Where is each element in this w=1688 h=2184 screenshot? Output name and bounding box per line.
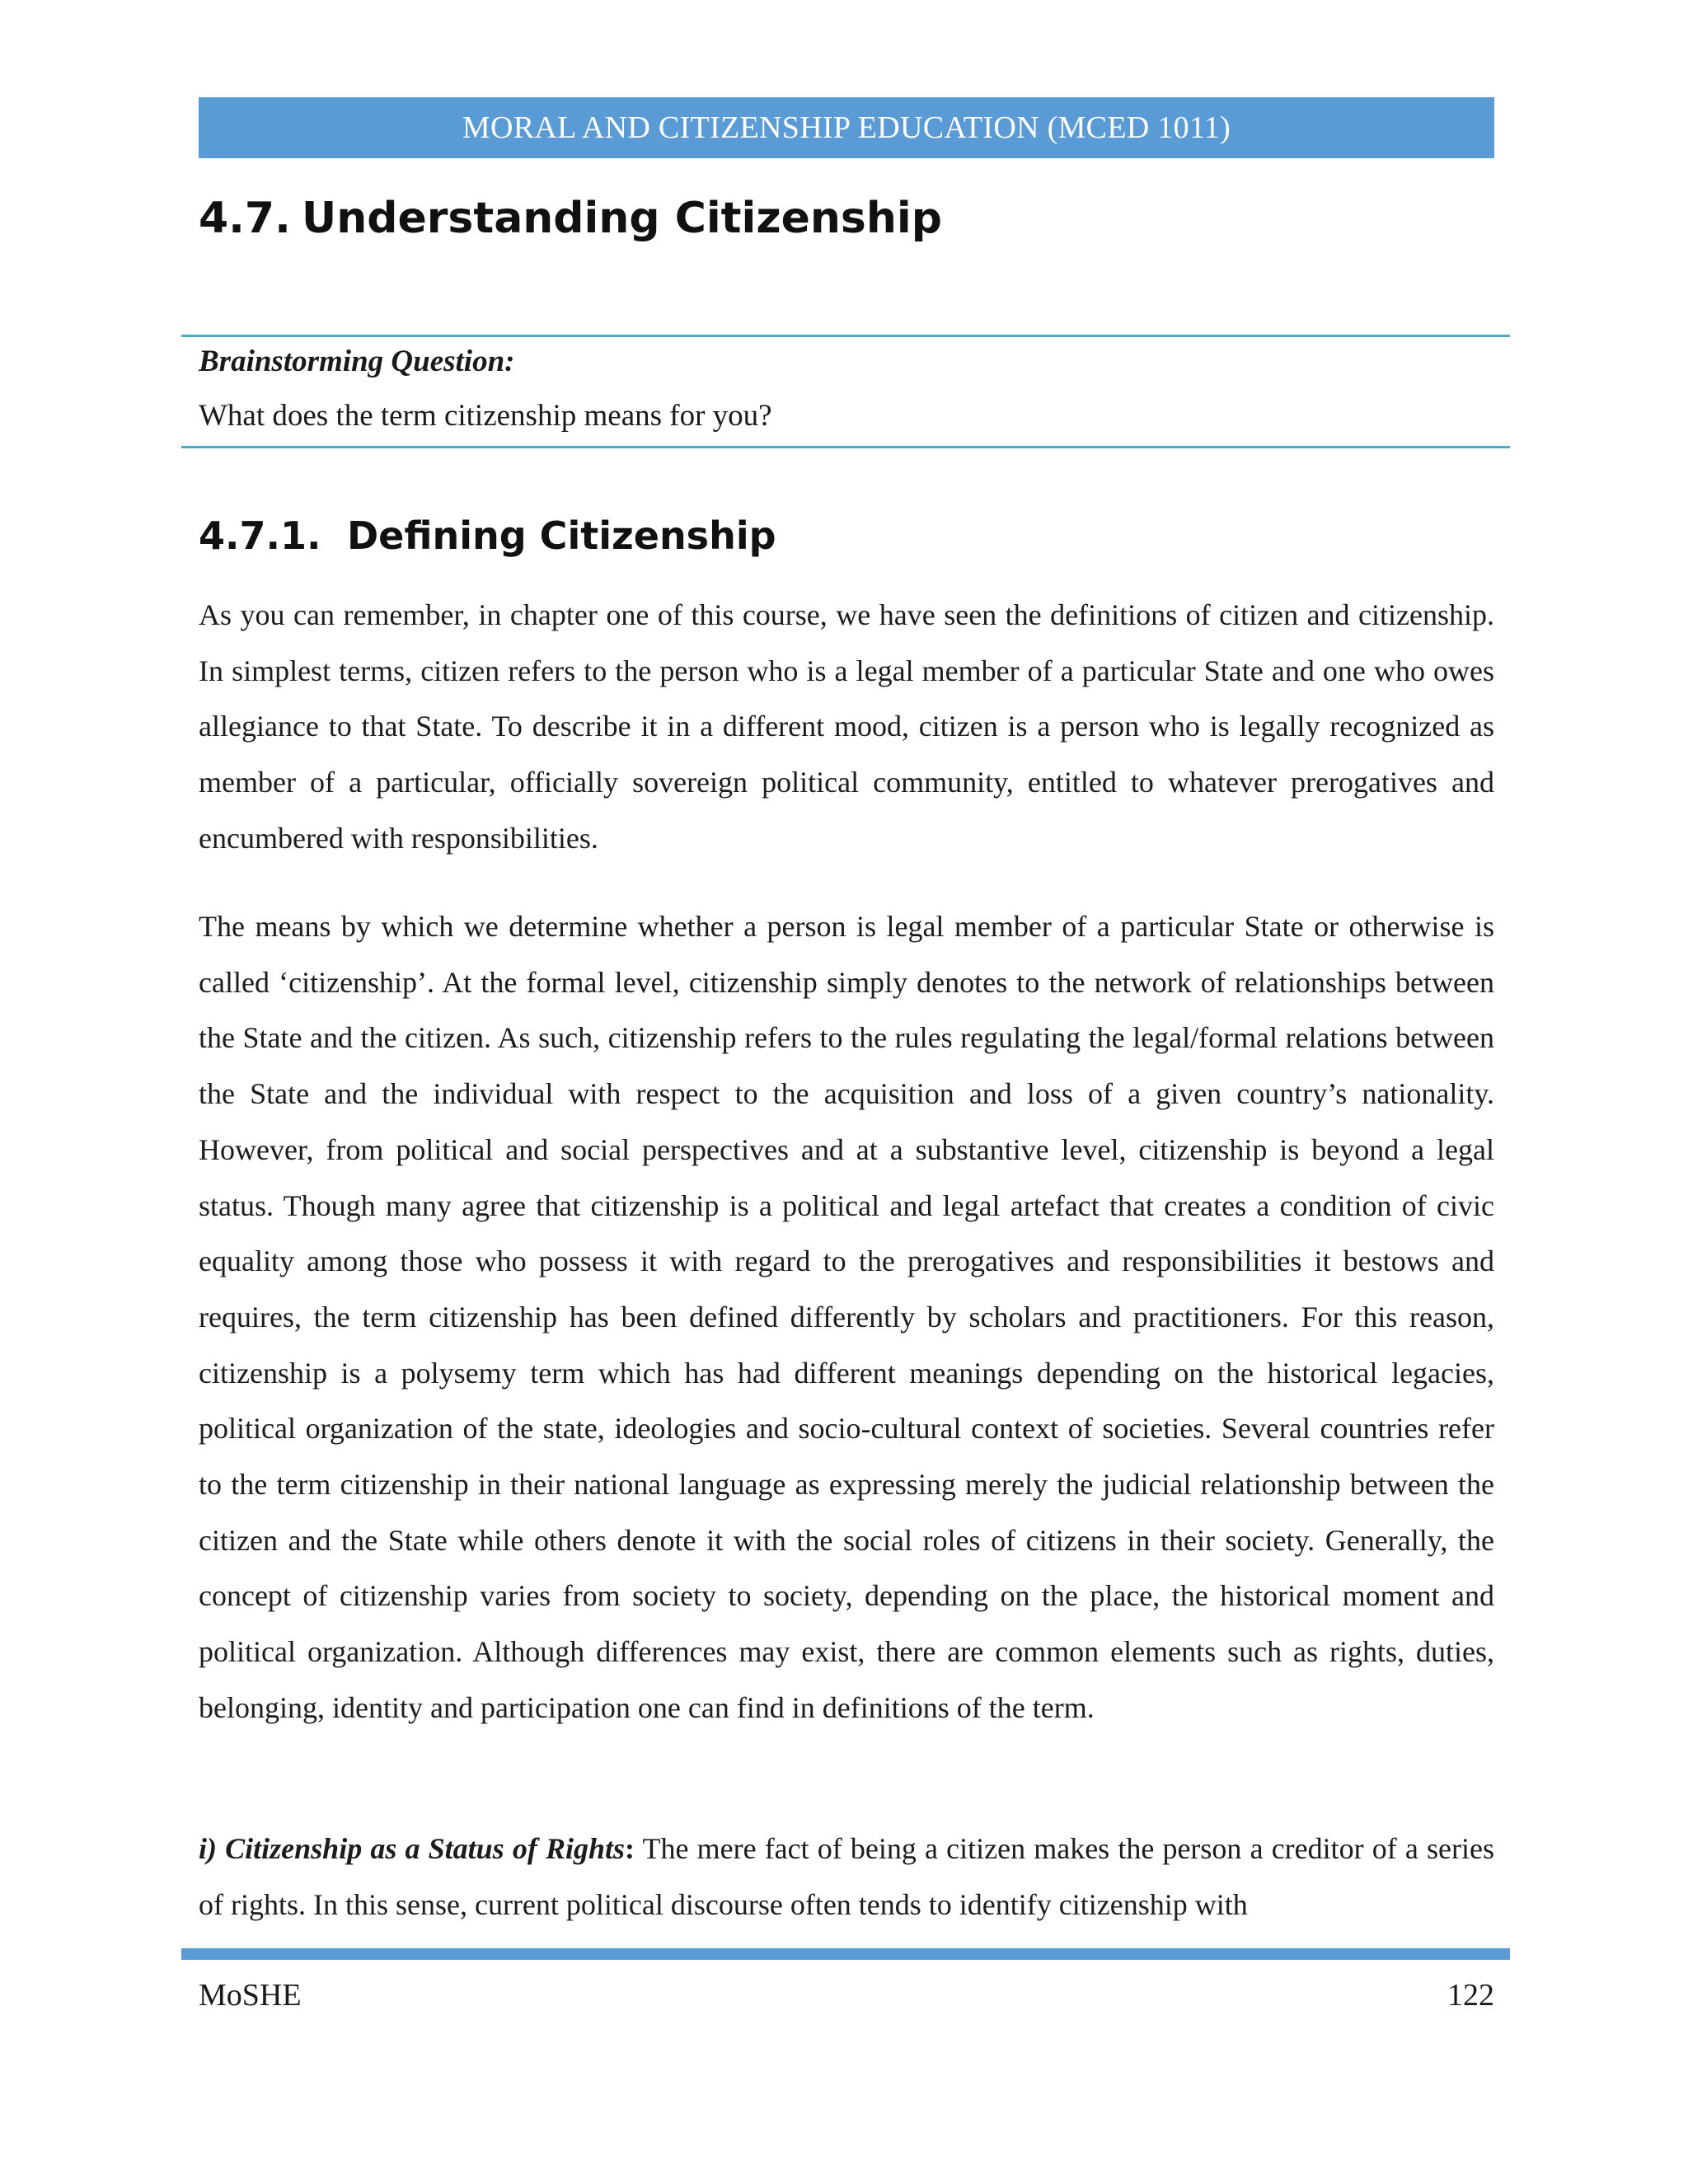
- paragraph-status-of-rights: [199, 1821, 1494, 1933]
- section-number: 4.7.: [199, 194, 291, 243]
- page-number: 122: [1447, 1978, 1494, 2013]
- running-header: MORAL AND CITIZENSHIP EDUCATION (MCED 1011): [199, 97, 1494, 158]
- section-heading: [199, 190, 942, 247]
- status-of-rights-text: The mere fact of being a citizen makes the person a creditor of a series of rights. In this sense, current political discourse often tends to identify citizenship with: [199, 1832, 1494, 1921]
- footer-publisher: MoSHE: [199, 1978, 302, 2013]
- subsection-number: 4.7.1.: [199, 513, 321, 558]
- subsection-title: Defining Citizenship: [347, 513, 776, 558]
- section-title: Understanding Citizenship: [302, 194, 942, 243]
- footer-bar: [181, 1948, 1510, 1960]
- status-of-rights-colon: :: [625, 1832, 635, 1865]
- brainstorm-bottom-rule: [181, 446, 1510, 448]
- brainstorm-question: What does the term citizenship means for you?: [199, 399, 772, 433]
- brainstorm-label: Brainstorming Question:: [199, 344, 515, 378]
- status-of-rights-lead: i) Citizenship as a Status of Rights: [199, 1832, 625, 1865]
- paragraph-citizenship-definition: The means by which we determine whether a person is legal member of a particular State or otherwise is called ‘citizenship’. At the formal level, citizenship simply denotes to the network of relationships between the State and the citizen. As such, citizenship refers to the rules regulating the legal/formal relations between the State and the individual with respect to the acquisition and loss of a given country’s nationality. However, from political and social perspectives and at a substantive level, citizenship is beyond a legal status. Though many agree that citizenship is a political and legal artefact that creates a condition of civic equality among those who possess it with regard to the prerogatives and responsibilities it bestows and requires, the term citizenship has been defined differently by scholars and practitioners. For this reason, citizenship is a polysemy term which has had different meanings depending on the historical legacies, political organization of the state, ideologies and socio-cultural context of societies. Several countries refer to the term citizenship in their national language as expressing merely the judicial relationship between the citizen and the State while others denote it with the social roles of citizens in their society. Generally, the concept of citizenship varies from society to society, depending on the place, the historical moment and political organization. Although differences may exist, there are common elements such as rights, duties, belonging, identity and participation one can find in definitions of the term.: [199, 910, 1494, 1724]
- paragraph-citizen-definition: As you can remember, in chapter one of this course, we have seen the definitions of citizen and citizenship. In simplest terms, citizen refers to the person who is a legal member of a particular State and one who owes allegiance to that State. To describe it in a different mood, citizen is a person who is legally recognized as member of a particular, officially sovereign political community, entitled to whatever prerogatives and encumbered with responsibilities.: [199, 598, 1494, 855]
- subsection-heading: [199, 509, 776, 563]
- brainstorm-top-rule: [181, 335, 1510, 337]
